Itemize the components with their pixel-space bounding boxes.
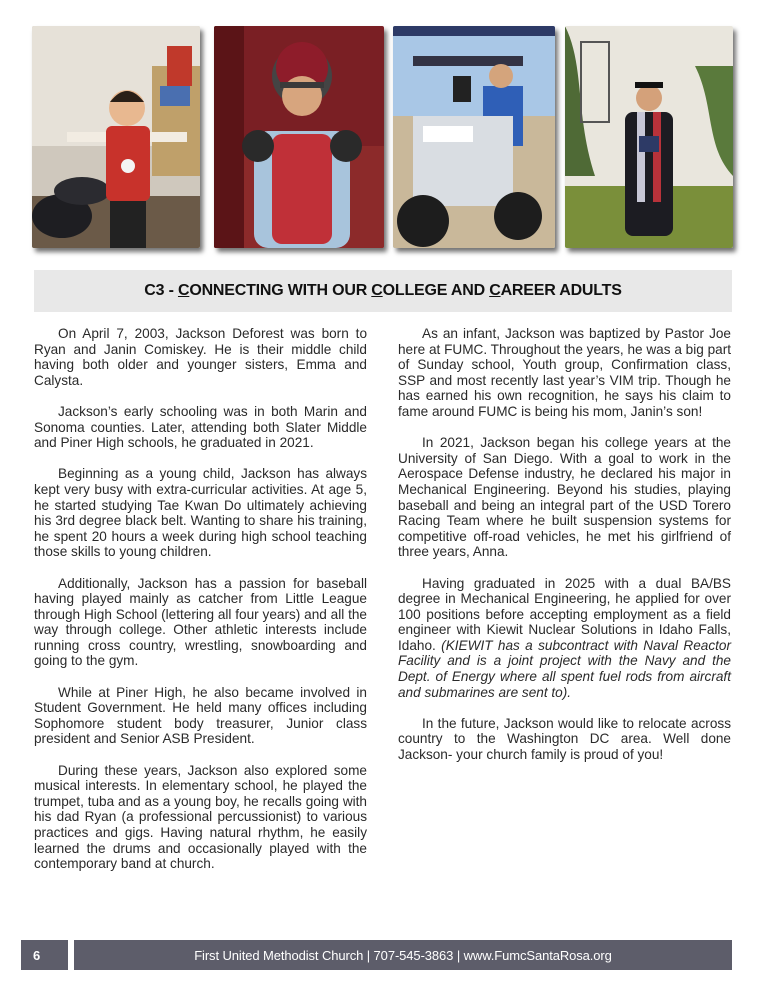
career-text: Having graduated in 2025 with a dual BA/BS degree in Mechanical Engineering, he applied for over 100 positions before accepting employment as a field engineer with Kiewit Nuclear Solutions in Idaho Falls, Idaho. [398,575,731,653]
baseball-catcher-photo [214,26,384,248]
paragraph-career [398,576,731,701]
section-title-banner [34,270,732,312]
toddler-drum-photo [32,26,200,248]
racing-buggy-photo [393,26,555,248]
paragraph-activities: Beginning as a young child, Jackson has always kept very busy with extra-curricular activities. At age 5, he started studying Tae Kwan Do ultimately achieving his 3rd degree black belt. Wanting to share his training, he spent 20 hours a week during high school teaching those skills to young children. [34,466,367,560]
paragraph-music: During these years, Jackson also explored some musical interests. In elementary school, he played the trumpet, tuba and as a young boy, he recalls going with his dad Ryan (a professional percussionist) to various practices and gigs. Having natural rhythm, he easily learned the drums and occasionally played with the contemporary band at church. [34,762,367,872]
article-left-column [34,326,367,887]
paragraph-birth: On April 7, 2003, Jackson Deforest was born to Ryan and Janin Comiskey. He is their middle child having both older and younger sisters, Emma and Calysta. [34,326,367,388]
title-initial-c1: C [177,282,190,299]
title-part-1: ONNECTING WITH OUR [189,282,372,299]
title-part-2: OLLEGE AND [382,282,490,299]
paragraph-future: In the future, Jackson would like to relocate across country to the Washington DC area. Well done Jackson- your church family is proud of you! [398,715,731,763]
page-number: 6 [21,940,68,970]
paragraph-college: In 2021, Jackson began his college years at the University of San Diego. With a goal to work in the Aerospace Defense industry, he declared his major in Mechanical Engineering. Beyond his studies, playing baseball and being an integral part of the USD Torero Racing Team where he built suspension systems for competitive off-road vehicles, he met his girlfriend of three years, Anna. [398,435,731,560]
footer-contact-bar: First United Methodist Church | 707-545-3863 | www.FumcSantaRosa.org [74,940,732,970]
paragraph-baptism: As an infant, Jackson was baptized by Pastor Joe here at FUMC. Throughout the years, he was a big part of Sunday school, Youth group, Confirmation class, SSP and most recently last year’s VIM trip. Though he has earned his own recognition, he says his claim to fame around FUMC is being his mom, Janin’s son! [398,326,731,419]
paragraph-baseball: Additionally, Jackson has a passion for baseball having played mainly as catcher from Little League through High School (lettering all four years) and all the way through college. Other athletic interests include running cross country, wrestling, snowboarding and going to the gym. [34,575,367,669]
paragraph-schooling: Jackson’s early schooling was in both Marin and Sonoma counties. Later, attending both Slater Middle and Piner High schools, he graduated in 2021. [34,403,367,451]
paragraph-student-government: While at Piner High, he also became involved in Student Government. He held many offices including Sophomore student body treasurer, Junior class president and Senior ASB President. [34,684,367,747]
article-right-column [398,326,731,778]
career-note-italic: (KIEWIT has a subcontract with Naval Reactor Facility and is a joint project with the Navy and the Dept. of Energy where all spent fuel rods from aircraft and submarines are sent to). [398,637,731,700]
title-initial-c3: C [489,282,501,299]
section-prefix: C3 - [144,282,174,299]
title-part-3: AREER ADULTS [500,282,622,299]
title-initial-c2: C [371,282,383,299]
graduation-photo [565,26,733,248]
